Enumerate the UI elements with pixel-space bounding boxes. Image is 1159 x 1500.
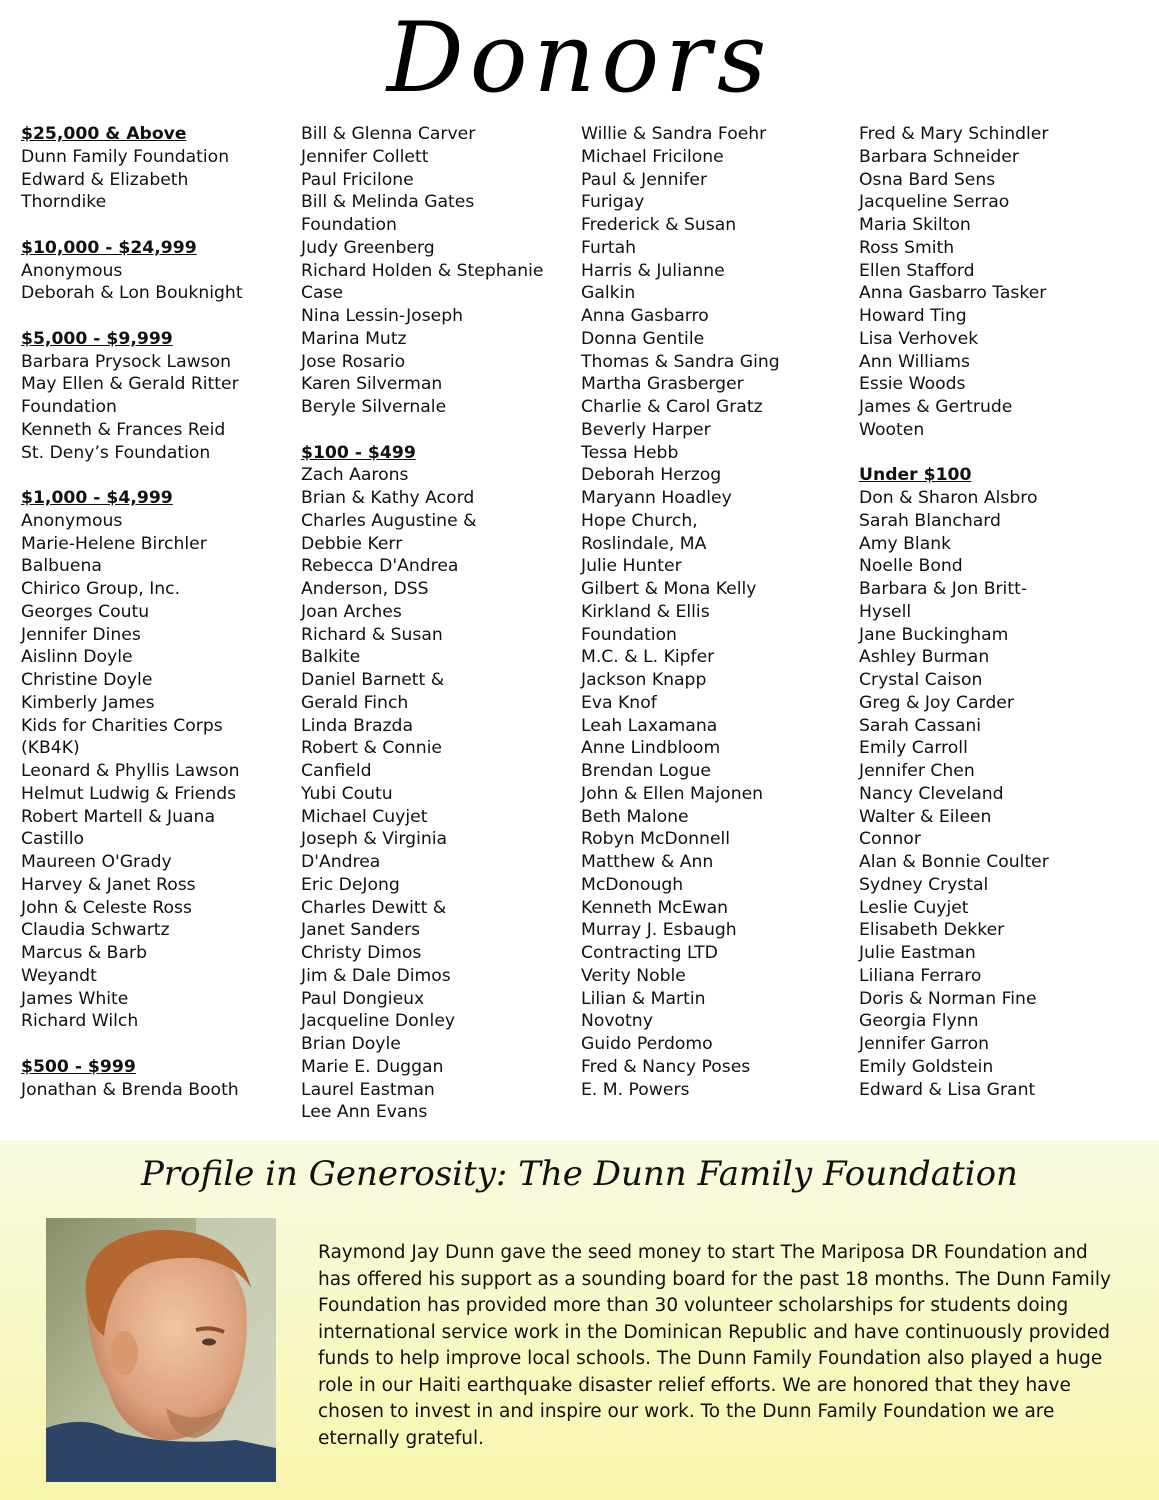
donor-name: Murray J. Esbaugh: [581, 920, 737, 941]
donor-name: Christine Doyle: [21, 670, 153, 690]
donor-name: Brian & Kathy Acord: [301, 488, 475, 508]
donor-name: Castillo: [21, 829, 85, 850]
donor-name: Robert & Connie: [301, 738, 442, 759]
profile-title: Profile in Generosity: The Dunn Family Foundation: [141, 1154, 1018, 1194]
donor-name: Jim & Dale Dimos: [301, 965, 451, 986]
donor-name: Gerald Finch: [301, 692, 409, 713]
donor-name: Donna Gentile: [581, 328, 705, 349]
donor-name: Elisabeth Dekker: [859, 920, 1005, 941]
donor-name: Georges Coutu: [21, 601, 150, 622]
donor-name: Jackson Knapp: [581, 670, 707, 690]
donor-name: Essie Woods: [859, 374, 966, 395]
donor-name: Chirico Group, Inc.: [21, 579, 181, 599]
section-spacer: [21, 305, 291, 328]
donor-name: John & Celeste Ross: [21, 897, 192, 918]
tier-heading: $100 - $499: [301, 442, 416, 463]
donor-name: Anne Lindbloom: [581, 738, 721, 759]
donor-name: Aislinn Doyle: [21, 647, 133, 668]
section-spacer: [859, 442, 1149, 465]
donor-name: Alan & Bonnie Coulter: [859, 852, 1049, 872]
donor-name: Nancy Cleveland: [859, 783, 1004, 804]
donor-name: Charles Dewitt &: [301, 897, 447, 918]
donor-name: Judy Greenberg: [301, 237, 435, 258]
donor-name: Debbie Kerr: [301, 533, 403, 554]
donor-name: James & Gertrude: [859, 397, 1013, 417]
donor-name: Liliana Ferraro: [859, 965, 982, 986]
donor-name: Edward & Lisa Grant: [859, 1079, 1036, 1100]
donor-name: Case: [301, 283, 344, 304]
donor-name: Tessa Hebb: [581, 442, 679, 463]
donor-name: M.C. & L. Kipfer: [581, 647, 715, 668]
donor-name: Ross Smith: [859, 237, 955, 258]
donor-name: Fred & Nancy Poses: [581, 1056, 751, 1077]
portrait-image: [46, 1218, 276, 1482]
donor-name: Foundation: [21, 397, 117, 417]
donor-name: E. M. Powers: [581, 1079, 690, 1100]
donor-name: Barbara Prysock Lawson: [21, 351, 232, 372]
donor-name: Fred & Mary Schindler: [859, 124, 1049, 144]
donor-name: Michael Cuyjet: [301, 806, 428, 827]
donor-name: Nina Lessin-Joseph: [301, 306, 464, 326]
donor-name: Crystal Caison: [859, 670, 983, 690]
section-spacer: [21, 1033, 291, 1056]
donor-name: Jonathan & Brenda Booth: [21, 1079, 239, 1100]
donor-name: Frederick & Susan: [581, 215, 737, 235]
donor-name: Rebecca D'Andrea: [301, 556, 459, 577]
donor-name: Emily Goldstein: [859, 1056, 994, 1077]
donor-name: Jennifer Collett: [301, 146, 429, 167]
donor-name: Paul Dongieux: [301, 988, 425, 1009]
donor-name: Anna Gasbarro Tasker: [859, 283, 1047, 304]
donor-name: Lisa Verhovek: [859, 328, 979, 349]
donor-name: Foundation: [581, 624, 677, 645]
donor-name: Kenneth & Frances Reid: [21, 419, 226, 440]
donor-name: Yubi Coutu: [301, 783, 393, 804]
donor-name: Hysell: [859, 601, 912, 622]
donor-name: Furtah: [581, 237, 637, 258]
donor-name: Don & Sharon Alsbro: [859, 488, 1038, 508]
donor-name: Deborah & Lon Bouknight: [21, 283, 243, 304]
donor-name: Ellen Stafford: [859, 260, 975, 281]
donor-name: Leonard & Phyllis Lawson: [21, 761, 240, 781]
donor-name: D'Andrea: [301, 852, 381, 872]
donor-name: Sarah Cassani: [859, 715, 982, 736]
donor-name: Richard Holden & Stephanie: [301, 260, 544, 281]
donor-name: Anonymous: [21, 510, 123, 531]
donor-name: Kenneth McEwan: [581, 897, 729, 918]
donor-name: Dunn Family Foundation: [21, 146, 230, 167]
donor-name: Wooten: [859, 419, 925, 440]
donor-name: Barbara & Jon Britt-: [859, 579, 1028, 599]
donor-name: Harris & Julianne: [581, 260, 725, 281]
donor-name: Joseph & Virginia: [301, 829, 448, 850]
donor-name: Julie Eastman: [859, 943, 976, 963]
donor-name: Matthew & Ann: [581, 852, 714, 872]
tier-heading: $25,000 & Above: [21, 124, 187, 144]
donor-name: Walter & Eileen: [859, 806, 992, 827]
tier-heading: $500 - $999: [21, 1056, 136, 1077]
donor-name: Novotny: [581, 1011, 653, 1032]
donor-name: Thorndike: [21, 192, 107, 213]
donor-name: Jacqueline Donley: [301, 1011, 456, 1032]
donor-name: Beverly Harper: [581, 419, 711, 440]
donor-name: Kids for Charities Corps: [21, 715, 223, 736]
profile-section: [0, 1140, 1159, 1500]
donor-name: Galkin: [581, 283, 636, 304]
donor-name: Anderson, DSS: [301, 579, 429, 599]
donor-name: Lilian & Martin: [581, 988, 706, 1009]
profile-photo: [46, 1218, 276, 1482]
donor-name: Ashley Burman: [859, 647, 990, 668]
donor-name: Harvey & Janet Ross: [21, 874, 196, 895]
donor-name: Paul & Jennifer: [581, 169, 708, 190]
donor-name: Barbara Schneider: [859, 146, 1019, 167]
donor-name: Sarah Blanchard: [859, 510, 1001, 531]
donor-name: Eva Knof: [581, 692, 657, 713]
donor-name: Brendan Logue: [581, 761, 711, 781]
donor-name: Furigay: [581, 192, 645, 213]
donor-name: Joan Arches: [301, 601, 402, 622]
donor-name: Eric DeJong: [301, 874, 400, 895]
donor-name: Kimberly James: [21, 692, 155, 713]
donor-name: Jose Rosario: [301, 351, 406, 372]
donor-name: James White: [21, 988, 129, 1009]
donor-name: Robyn McDonnell: [581, 829, 731, 850]
donor-name: Osna Bard Sens: [859, 169, 996, 190]
donor-name: Marina Mutz: [301, 328, 407, 349]
tier-heading: $10,000 - $24,999: [21, 237, 197, 258]
tier-heading: Under $100: [859, 465, 972, 486]
donor-name: Deborah Herzog: [581, 465, 722, 486]
donor-name: Leah Laxamana: [581, 715, 718, 736]
donor-name: Jennifer Garron: [859, 1034, 990, 1054]
donor-name: Howard Ting: [859, 306, 967, 326]
donor-name: Willie & Sandra Foehr: [581, 124, 767, 144]
donor-name: Gilbert & Mona Kelly: [581, 579, 757, 599]
donor-name: Michael Fricilone: [581, 146, 724, 167]
profile-paragraph: Raymond Jay Dunn gave the seed money to start The Mariposa DR Foundation and has offered his support as a sounding board for the past 18 months. The Dunn Family Foundation has provided more than 30 volunteer scholarships for students doing international service work in the Dominican Republic and have continuously provided funds to help improve local schools. The Dunn Family Foundation also played a huge role in our Haiti earthquake disaster relief efforts. We are honored that they have chosen to invest in and inspire our work. To the Dunn Family Foundation we are eternally grateful.: [318, 1242, 1111, 1449]
donor-name: Hope Church,: [581, 510, 698, 531]
donor-name: Maryann Hoadley: [581, 488, 732, 508]
donor-name: Daniel Barnett &: [301, 670, 445, 690]
donor-name: Amy Blank: [859, 533, 952, 554]
donor-name: Canfield: [301, 761, 372, 781]
donor-name: Guido Perdomo: [581, 1034, 713, 1054]
donor-name: May Ellen & Gerald Ritter: [21, 374, 239, 395]
donor-name: Marie E. Duggan: [301, 1056, 444, 1077]
donor-name: Leslie Cuyjet: [859, 897, 969, 918]
donor-name: Marcus & Barb: [21, 943, 147, 963]
donor-name: Doris & Norman Fine: [859, 988, 1037, 1009]
donor-name: Claudia Schwartz: [21, 920, 170, 941]
donor-name: Marie-Helene Birchler: [21, 533, 207, 554]
donor-name: Kirkland & Ellis: [581, 601, 710, 622]
donor-name: Charles Augustine &: [301, 510, 477, 531]
donor-name: Noelle Bond: [859, 556, 963, 577]
donor-name: Anna Gasbarro: [581, 306, 709, 326]
donor-name: Janet Sanders: [301, 920, 421, 941]
donor-name: Foundation: [301, 215, 397, 235]
donor-name: Helmut Ludwig & Friends: [21, 783, 237, 804]
donor-name: Balkite: [301, 647, 361, 668]
donor-name: Robert Martell & Juana: [21, 806, 215, 827]
donor-name: Charlie & Carol Gratz: [581, 397, 763, 417]
donor-name: Christy Dimos: [301, 943, 422, 963]
donor-name: Beth Malone: [581, 806, 689, 827]
donor-name: Maureen O'Grady: [21, 852, 172, 872]
donor-name: Paul Fricilone: [301, 169, 414, 190]
page-title: Donors: [386, 2, 773, 114]
donor-name: Edward & Elizabeth: [21, 169, 189, 190]
section-spacer: [301, 419, 571, 442]
donor-name: Greg & Joy Carder: [859, 692, 1014, 713]
donor-name: Contracting LTD: [581, 943, 718, 963]
tier-heading: $5,000 - $9,999: [21, 328, 173, 349]
donor-name: Anonymous: [21, 260, 123, 281]
tier-heading: $1,000 - $4,999: [21, 488, 173, 508]
donor-column-1: [21, 123, 291, 1101]
donor-name: Zach Aarons: [301, 465, 409, 486]
donor-name: McDonough: [581, 874, 684, 895]
donor-name: Bill & Glenna Carver: [301, 124, 476, 144]
donor-name: Jacqueline Serrao: [859, 192, 1010, 213]
donor-name: (KB4K): [21, 738, 80, 759]
donor-name: Roslindale, MA: [581, 533, 707, 554]
donor-name: Lee Ann Evans: [301, 1102, 428, 1123]
donor-column-3: [581, 123, 851, 1101]
donor-name: Thomas & Sandra Ging: [581, 351, 780, 372]
donor-name: Karen Silverman: [301, 374, 443, 395]
section-spacer: [21, 214, 291, 237]
donor-column-4: [859, 123, 1149, 1101]
donor-name: Georgia Flynn: [859, 1011, 979, 1032]
donor-name: Balbuena: [21, 556, 102, 577]
donor-name: St. Deny’s Foundation: [21, 442, 211, 463]
donor-name: Jennifer Chen: [859, 761, 975, 781]
donor-name: Richard & Susan: [301, 624, 443, 645]
donor-name: Verity Noble: [581, 965, 686, 986]
section-spacer: [21, 464, 291, 487]
donor-name: Martha Grasberger: [581, 374, 744, 395]
donor-name: Weyandt: [21, 965, 97, 986]
donor-name: Laurel Eastman: [301, 1079, 435, 1100]
donor-name: Beryle Silvernale: [301, 397, 447, 417]
donor-name: Maria Skilton: [859, 215, 971, 235]
donor-name: Emily Carroll: [859, 738, 968, 759]
donor-name: Richard Wilch: [21, 1011, 139, 1032]
donor-name: Brian Doyle: [301, 1034, 401, 1054]
donor-name: Linda Brazda: [301, 715, 414, 736]
donor-name: John & Ellen Majonen: [581, 783, 764, 804]
donor-name: Bill & Melinda Gates: [301, 192, 475, 213]
donor-name: Jane Buckingham: [859, 624, 1009, 645]
donor-name: Ann Williams: [859, 351, 970, 372]
donor-column-2: [301, 123, 571, 1124]
donor-name: Sydney Crystal: [859, 874, 989, 895]
donor-name: Jennifer Dines: [21, 624, 141, 645]
donor-name: Julie Hunter: [581, 556, 682, 577]
donor-name: Connor: [859, 829, 921, 850]
